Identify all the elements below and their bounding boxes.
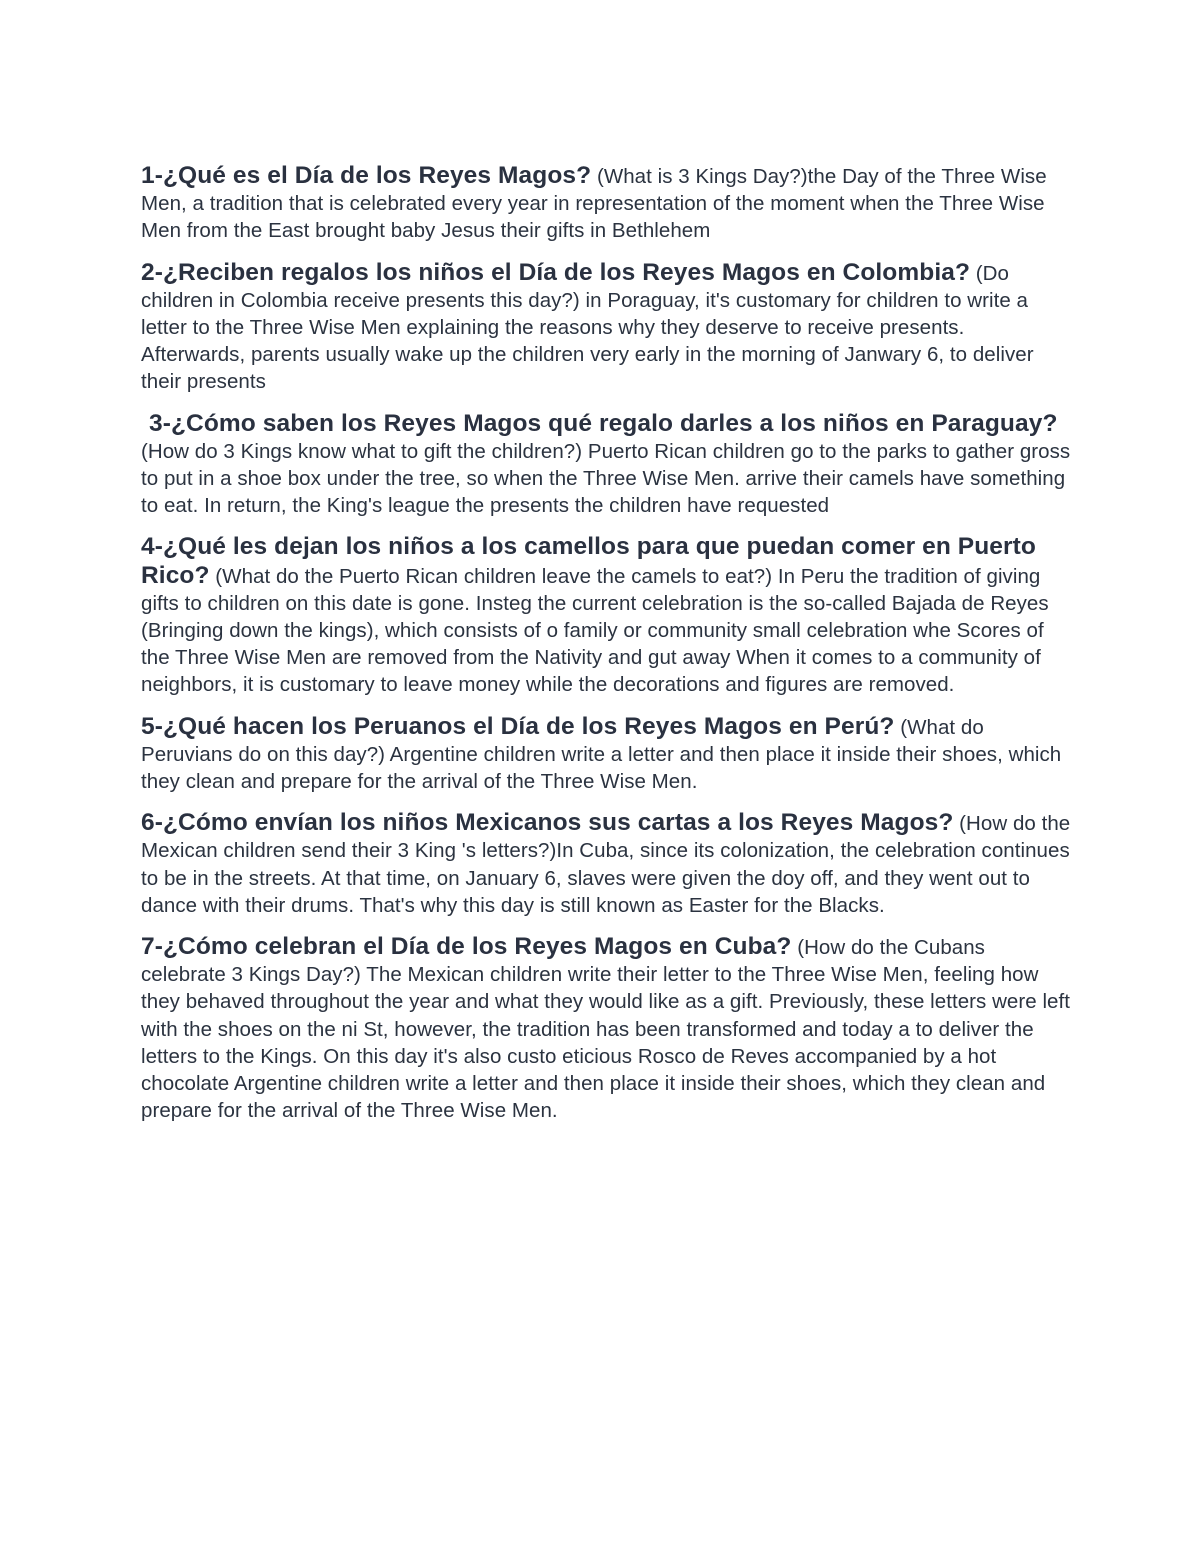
qa-item-2 [141, 259, 1071, 396]
qa-item-6 [141, 809, 1071, 919]
answer-4: (What do the Puerto Rican children leave the camels to eat?) In Peru the tradition of giving gifts to children on this date is gone. Insteg the current celebration is the so-called Bajada de Reyes (Bringing down the kings), which consists of o family or community small celebration whe Scores of the Three Wise Men are removed from the Nativity and gut away When it comes to a community of neighbors, it is customary to leave money while the decorations and figures are removed. [141, 564, 1049, 697]
question-6: 6-¿Cómo envían los niños Mexicanos sus cartas a los Reyes Magos? [141, 809, 954, 837]
question-7: 7-¿Cómo celebran el Día de los Reyes Magos en Cuba? [141, 933, 792, 961]
qa-item-7 [141, 933, 1071, 1124]
question-2: 2-¿Reciben regalos los niños el Día de los Reyes Magos en Colombia? [141, 258, 971, 286]
answer-2: (Do children in Colombia receive presents this day?) in Poraguay, it's customary for children to write a letter to the Three Wise Men explaining the reasons why they deserve to receive presents. Afterwards, parents usually wake up the children very early in the morning of Janwary 6, to deliver their presents [141, 261, 1034, 394]
qa-item-5 [141, 713, 1071, 796]
qa-item-1 [141, 162, 1071, 245]
answer-3: (How do 3 Kings know what to gift the children?) Puerto Rican children go to the parks to gather gross to put in a shoe box under the tree, so when the Three Wise Men. arrive their camels have something to eat. In return, the King's league the presents the children have requested [141, 439, 1071, 518]
qa-item-3 [141, 410, 1071, 520]
question-3: 3-¿Cómo saben los Reyes Magos qué regalo darles a los niños en Paraguay? [149, 409, 1058, 437]
document-page [141, 162, 1071, 1139]
answer-7: (How do the Cubans celebrate 3 Kings Day?) The Mexican children write their letter to the Three Wise Men, feeling how they behaved throughout the year and what they would like as a gift. Previously, these letters were left with the shoes on the ni St, however, the tradition has been transformed and today a to deliver the letters to the Kings. On this day it's also custo eticious Rosco de Reves accompanied by a hot chocolate Argentine children write a letter and then place it inside their shoes, which they clean and prepare for the arrival of the Three Wise Men. [141, 936, 1070, 1123]
answer-1: (What is 3 Kings Day?)the Day of the Three Wise Men, a tradition that is celebrated every year in representation of the moment when the Three Wise Men from the East brought baby Jesus their gifts in Bethlehem [141, 165, 1047, 243]
qa-item-4 [141, 533, 1071, 698]
answer-5: (What do Peruvians do on this day?) Argentine children write a letter and then place it inside their shoes, which they clean and prepare for the arrival of the Three Wise Men. [141, 715, 1062, 794]
answer-6: (How do the Mexican children send their 3 King 's letters?)In Cuba, since its colonization, the celebration continues to be in the streets. At that time, on January 6, slaves were given the doy off, and they went out to dance with their drums. That's why this day is still known as Easter for the Blacks. [141, 812, 1071, 917]
question-5: 5-¿Qué hacen los Peruanos el Día de los Reyes Magos en Perú? [141, 712, 895, 740]
question-1: 1-¿Qué es el Día de los Reyes Magos? [141, 162, 592, 189]
question-4: 4-¿Qué les dejan los niños a los camellos para que puedan comer en Puerto Rico? [141, 533, 1036, 589]
